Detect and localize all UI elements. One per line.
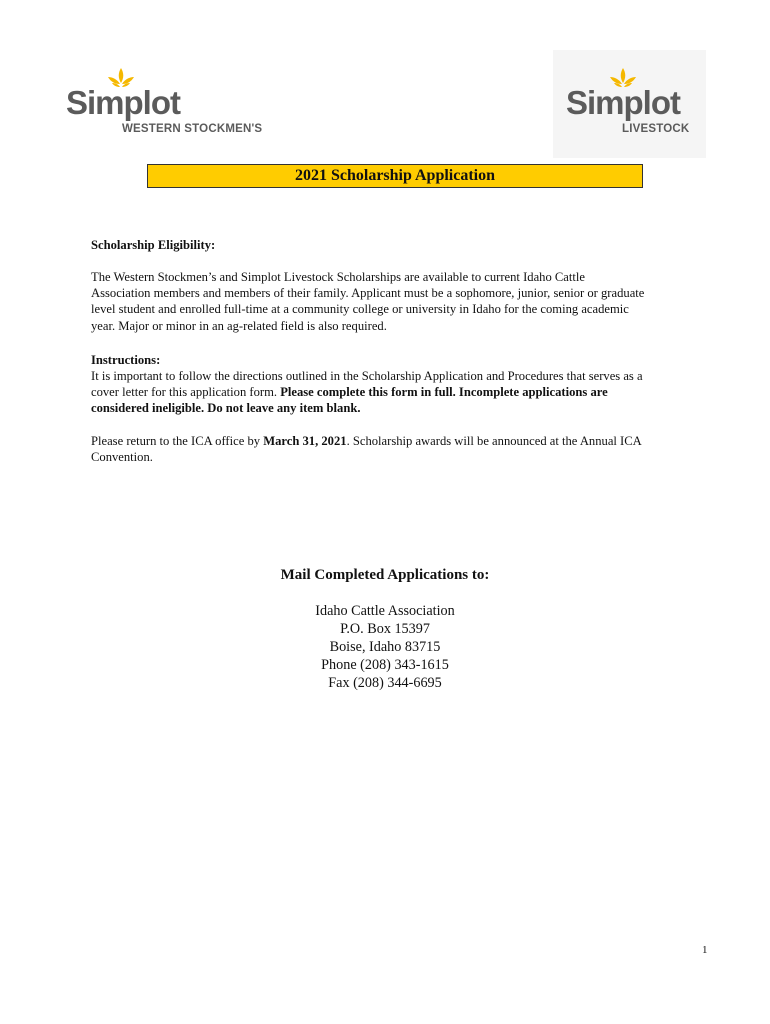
simplot-western-stockmens-logo: [64, 66, 284, 146]
return-note-line: Convention.: [91, 450, 153, 465]
eligibility-line: The Western Stockmen’s and Simplot Livestock Scholarships are available to current Idaho Cattle: [91, 270, 585, 284]
instructions-emphasis: Please complete this form in full. Incomplete applications are: [280, 385, 608, 400]
return-note-line: [91, 433, 711, 449]
page-title: 2021 Scholarship Application: [147, 164, 643, 188]
brand-name: Simplot: [66, 84, 180, 121]
instructions-line: [91, 384, 711, 400]
return-note: [91, 433, 711, 465]
instructions-plain-text: cover letter for this application form.: [91, 385, 281, 400]
mail-heading: Mail Completed Applications to:: [280, 567, 490, 583]
address-line: Idaho Cattle Association: [315, 603, 455, 619]
instructions-line: It is important to follow the directions outlined in the Scholarship Application and Procedures that serves as a: [91, 369, 643, 383]
brand-tagline: LIVESTOCK: [622, 123, 690, 135]
address-line: Fax (208) 344-6695: [328, 675, 442, 691]
brand-tagline: WESTERN STOCKMEN'S: [122, 123, 263, 135]
eligibility-line: year. Major or minor in an ag-related field is also required.: [91, 318, 387, 333]
brand-name: Simplot: [566, 84, 680, 121]
eligibility-paragraph: [91, 269, 711, 334]
simplot-livestock-logo: [553, 50, 706, 158]
page-number: 1: [702, 944, 708, 956]
address-line: P.O. Box 15397: [340, 621, 430, 637]
mailing-address: [0, 602, 770, 692]
return-note-prefix: Please return to the ICA office by: [91, 434, 264, 448]
return-note-suffix: . Scholarship awards will be announced at the Annual ICA: [346, 434, 642, 448]
eligibility-line: level student and enrolled full-time at a community college or university in Idaho for the coming academic: [91, 302, 629, 317]
deadline-date: March 31, 2021: [263, 434, 347, 448]
eligibility-line: Association members and members of their family. Applicant must be a sophomore, junior, senior or graduate: [91, 286, 645, 301]
instructions-emphasis: considered ineligible. Do not leave any item blank.: [91, 401, 361, 416]
address-line: Boise, Idaho 83715: [329, 639, 441, 655]
instructions-paragraph: [91, 368, 711, 417]
address-line: Phone (208) 343-1615: [321, 657, 449, 673]
eligibility-heading: Scholarship Eligibility:: [91, 238, 216, 252]
instructions-heading: Instructions:: [91, 353, 161, 367]
